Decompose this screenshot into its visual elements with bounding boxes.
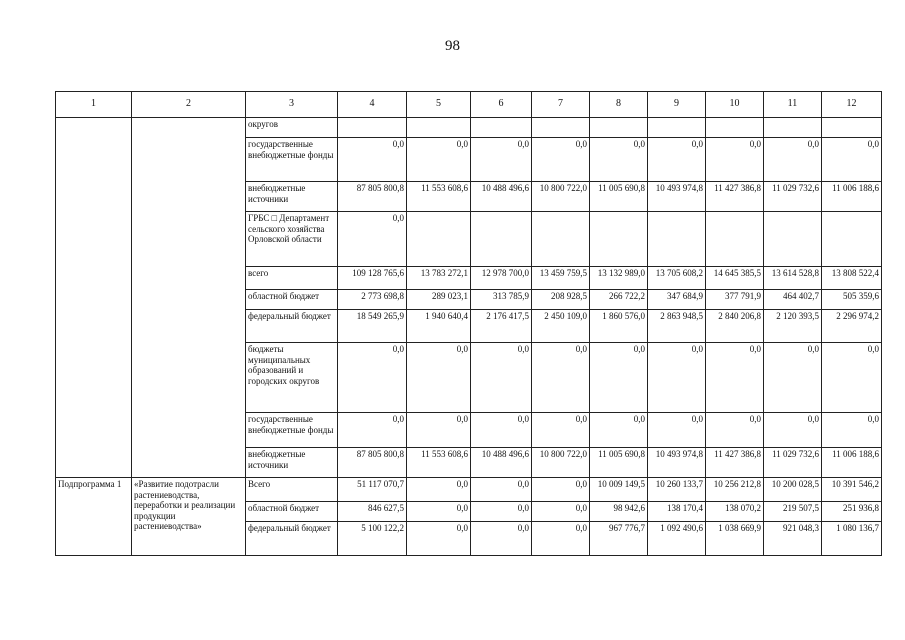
funding-source-label: федеральный бюджет <box>246 310 338 343</box>
header-cell: 7 <box>532 92 590 118</box>
funding-source-label: всего <box>246 267 338 290</box>
value-cell <box>706 118 764 138</box>
value-cell: 464 402,7 <box>764 290 822 310</box>
value-cell <box>706 212 764 267</box>
value-cell: 313 785,9 <box>471 290 532 310</box>
value-cell <box>407 118 471 138</box>
value-cell: 138 170,4 <box>648 502 706 522</box>
header-cell: 12 <box>822 92 882 118</box>
value-cell: 109 128 765,6 <box>338 267 407 290</box>
value-cell: 2 773 698,8 <box>338 290 407 310</box>
value-cell: 0,0 <box>532 343 590 413</box>
value-cell: 921 048,3 <box>764 522 822 556</box>
funding-source-label: государственные внебюджетные фонды <box>246 138 338 182</box>
value-cell: 11 553 608,6 <box>407 182 471 212</box>
value-cell: 1 860 576,0 <box>590 310 648 343</box>
value-cell: 0,0 <box>822 343 882 413</box>
budget-table <box>55 91 882 556</box>
value-cell: 0,0 <box>471 343 532 413</box>
value-cell: 2 450 109,0 <box>532 310 590 343</box>
value-cell: 10 800 722,0 <box>532 182 590 212</box>
value-cell: 0,0 <box>648 138 706 182</box>
header-cell: 4 <box>338 92 407 118</box>
value-cell: 10 488 496,6 <box>471 182 532 212</box>
value-cell: 1 940 640,4 <box>407 310 471 343</box>
value-cell: 10 493 974,8 <box>648 448 706 478</box>
value-cell: 0,0 <box>407 522 471 556</box>
subprogram-title: «Развитие подотрасли растениеводства, переработки и реализации продукции растениеводства» <box>132 478 246 556</box>
value-cell: 377 791,9 <box>706 290 764 310</box>
value-cell: 0,0 <box>471 522 532 556</box>
empty-cell <box>56 118 132 478</box>
funding-source-label: бюджеты муниципальных образований и городских округов <box>246 343 338 413</box>
value-cell: 2 176 417,5 <box>471 310 532 343</box>
funding-source-label: ГРБС □ Департамент сельского хозяйства Орловской области <box>246 212 338 267</box>
value-cell: 11 006 188,6 <box>822 448 882 478</box>
value-cell: 51 117 070,7 <box>338 478 407 502</box>
value-cell <box>822 212 882 267</box>
value-cell: 98 942,6 <box>590 502 648 522</box>
value-cell: 11 553 608,6 <box>407 448 471 478</box>
value-cell: 10 488 496,6 <box>471 448 532 478</box>
header-cell: 2 <box>132 92 246 118</box>
value-cell: 967 776,7 <box>590 522 648 556</box>
value-cell <box>764 212 822 267</box>
subprogram-code: Подпрограмма 1 <box>56 478 132 556</box>
value-cell: 10 200 028,5 <box>764 478 822 502</box>
value-cell: 0,0 <box>706 138 764 182</box>
subprogram-row <box>56 478 882 502</box>
value-cell: 87 805 800,8 <box>338 448 407 478</box>
value-cell: 1 092 490,6 <box>648 522 706 556</box>
value-cell: 0,0 <box>590 138 648 182</box>
value-cell: 289 023,1 <box>407 290 471 310</box>
value-cell: 13 132 989,0 <box>590 267 648 290</box>
funding-source-label: федеральный бюджет <box>246 522 338 556</box>
value-cell: 0,0 <box>407 502 471 522</box>
value-cell: 11 427 386,8 <box>706 182 764 212</box>
value-cell: 11 029 732,6 <box>764 448 822 478</box>
funding-source-label: государственные внебюджетные фонды <box>246 413 338 448</box>
value-cell: 11 005 690,8 <box>590 182 648 212</box>
value-cell: 13 783 272,1 <box>407 267 471 290</box>
value-cell: 13 705 608,2 <box>648 267 706 290</box>
value-cell <box>648 118 706 138</box>
value-cell: 10 260 133,7 <box>648 478 706 502</box>
value-cell: 0,0 <box>471 478 532 502</box>
header-cell: 11 <box>764 92 822 118</box>
value-cell <box>590 212 648 267</box>
value-cell: 0,0 <box>822 413 882 448</box>
funding-source-label: округов <box>246 118 338 138</box>
value-cell <box>338 118 407 138</box>
value-cell: 87 805 800,8 <box>338 182 407 212</box>
header-cell: 5 <box>407 92 471 118</box>
value-cell: 0,0 <box>590 343 648 413</box>
value-cell: 10 256 212,8 <box>706 478 764 502</box>
value-cell: 0,0 <box>407 413 471 448</box>
value-cell: 1 080 136,7 <box>822 522 882 556</box>
value-cell: 0,0 <box>407 478 471 502</box>
value-cell: 0,0 <box>648 413 706 448</box>
value-cell: 1 038 669,9 <box>706 522 764 556</box>
value-cell: 0,0 <box>338 413 407 448</box>
header-cell: 1 <box>56 92 132 118</box>
value-cell: 10 009 149,5 <box>590 478 648 502</box>
value-cell: 0,0 <box>764 138 822 182</box>
value-cell: 251 936,8 <box>822 502 882 522</box>
page-number: 98 <box>445 38 460 54</box>
value-cell: 0,0 <box>532 502 590 522</box>
value-cell <box>407 212 471 267</box>
value-cell: 0,0 <box>532 138 590 182</box>
value-cell: 0,0 <box>338 343 407 413</box>
value-cell: 0,0 <box>471 413 532 448</box>
value-cell: 0,0 <box>532 522 590 556</box>
value-cell <box>532 118 590 138</box>
value-cell: 0,0 <box>706 343 764 413</box>
value-cell <box>764 118 822 138</box>
value-cell: 0,0 <box>532 478 590 502</box>
value-cell: 5 100 122,2 <box>338 522 407 556</box>
value-cell <box>471 118 532 138</box>
value-cell: 0,0 <box>338 212 407 267</box>
value-cell: 18 549 265,9 <box>338 310 407 343</box>
value-cell <box>471 212 532 267</box>
header-cell: 3 <box>246 92 338 118</box>
header-cell: 8 <box>590 92 648 118</box>
value-cell: 10 493 974,8 <box>648 182 706 212</box>
value-cell: 846 627,5 <box>338 502 407 522</box>
value-cell: 0,0 <box>338 138 407 182</box>
value-cell: 208 928,5 <box>532 290 590 310</box>
value-cell: 0,0 <box>648 343 706 413</box>
value-cell: 2 296 974,2 <box>822 310 882 343</box>
value-cell: 0,0 <box>822 138 882 182</box>
header-row <box>56 92 882 118</box>
table-row <box>56 118 882 138</box>
value-cell: 0,0 <box>764 413 822 448</box>
value-cell: 505 359,6 <box>822 290 882 310</box>
value-cell: 0,0 <box>706 413 764 448</box>
value-cell: 0,0 <box>407 343 471 413</box>
funding-source-label: внебюджетные источники <box>246 182 338 212</box>
value-cell: 11 005 690,8 <box>590 448 648 478</box>
header-cell: 6 <box>471 92 532 118</box>
value-cell: 0,0 <box>532 413 590 448</box>
value-cell: 347 684,9 <box>648 290 706 310</box>
value-cell: 13 808 522,4 <box>822 267 882 290</box>
value-cell: 0,0 <box>590 413 648 448</box>
value-cell: 2 863 948,5 <box>648 310 706 343</box>
value-cell: 14 645 385,5 <box>706 267 764 290</box>
funding-source-label: Всего <box>246 478 338 502</box>
value-cell <box>532 212 590 267</box>
value-cell <box>822 118 882 138</box>
value-cell: 0,0 <box>471 138 532 182</box>
funding-source-label: областной бюджет <box>246 290 338 310</box>
value-cell: 12 978 700,0 <box>471 267 532 290</box>
value-cell: 11 029 732,6 <box>764 182 822 212</box>
funding-source-label: областной бюджет <box>246 502 338 522</box>
value-cell <box>590 118 648 138</box>
funding-source-label: внебюджетные источники <box>246 448 338 478</box>
value-cell: 219 507,5 <box>764 502 822 522</box>
header-cell: 10 <box>706 92 764 118</box>
value-cell: 10 800 722,0 <box>532 448 590 478</box>
value-cell: 0,0 <box>407 138 471 182</box>
value-cell: 11 006 188,6 <box>822 182 882 212</box>
value-cell: 0,0 <box>764 343 822 413</box>
value-cell: 266 722,2 <box>590 290 648 310</box>
value-cell: 10 391 546,2 <box>822 478 882 502</box>
value-cell: 13 459 759,5 <box>532 267 590 290</box>
value-cell: 2 840 206,8 <box>706 310 764 343</box>
value-cell: 11 427 386,8 <box>706 448 764 478</box>
header-cell: 9 <box>648 92 706 118</box>
value-cell: 13 614 528,8 <box>764 267 822 290</box>
value-cell: 0,0 <box>471 502 532 522</box>
empty-cell <box>132 118 246 478</box>
value-cell: 138 070,2 <box>706 502 764 522</box>
value-cell <box>648 212 706 267</box>
value-cell: 2 120 393,5 <box>764 310 822 343</box>
